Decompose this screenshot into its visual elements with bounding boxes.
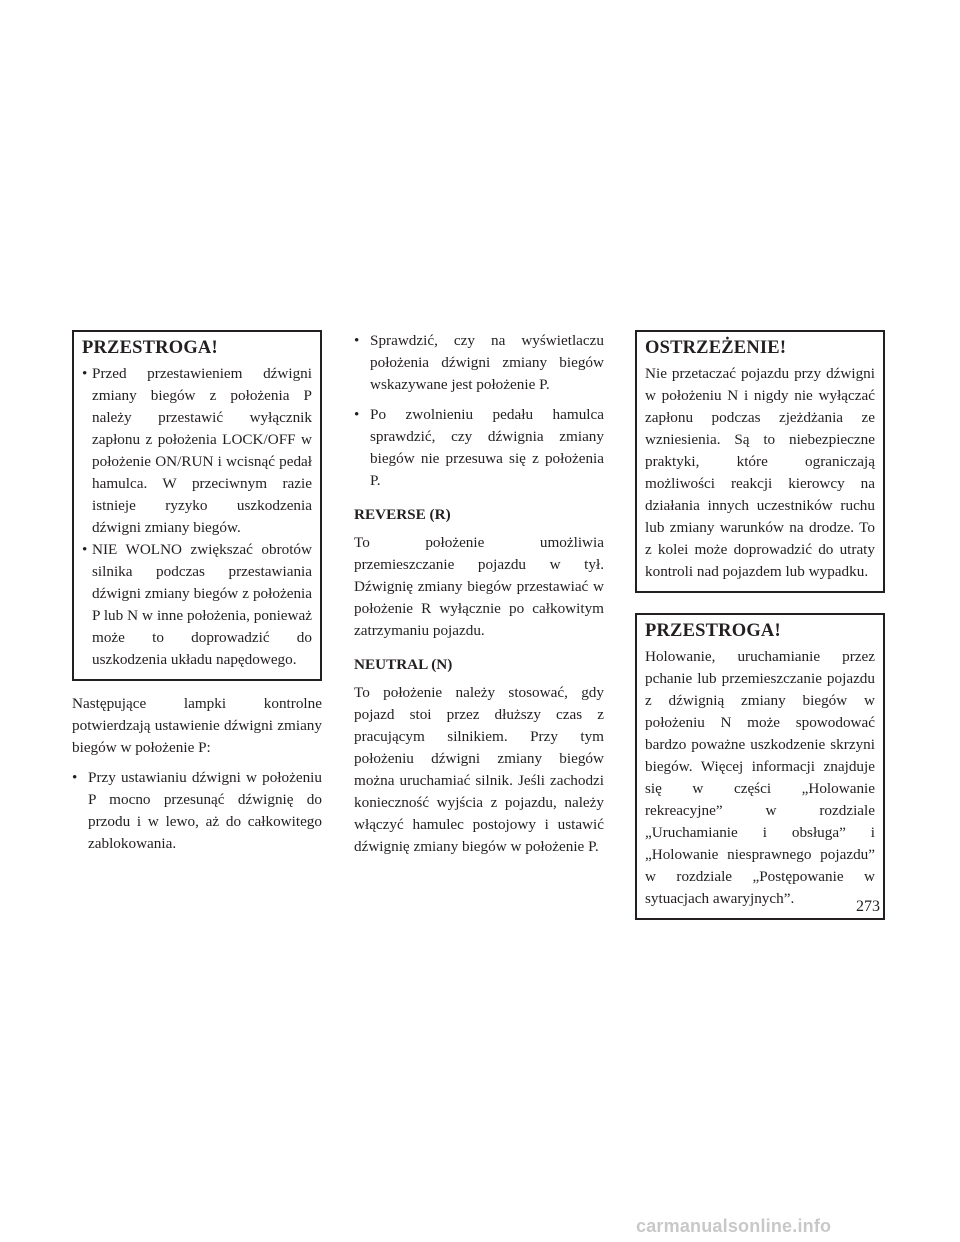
- body-paragraph: To położenie umożliwia przemieszczanie pojazdu w tył. Dźwignię zmiany biegów przestawiać w położenie R wyłącznie po całkowitym zatrzymaniu pojazdu.: [354, 534, 604, 639]
- column-middle: [354, 330, 604, 858]
- column-left: [72, 330, 322, 855]
- caution-title: PRZESTROGA!: [82, 338, 218, 358]
- bullet-icon: •: [82, 365, 88, 382]
- caution-bullet: [82, 539, 312, 671]
- list-item-text: Po zwolnieniu pedału hamulca sprawdzić, czy dźwignia zmiany biegów nie przesuwa się z położenia P.: [370, 406, 604, 489]
- body-paragraph: To położenie należy stosować, gdy pojazd stoi przez dłuższy czas z pracującym silnikiem. Przy tym położeniu dźwigni zmiany biegów można uruchamiać silnik. Jeśli zachodzi konieczność wyjścia z pojazdu, należy włączyć hamulec postojowy i ustawić dźwignię zmiany biegów w położenie P.: [354, 684, 604, 855]
- list-item: [72, 767, 322, 855]
- caution-bullet: [82, 363, 312, 539]
- caution-box: [635, 613, 885, 920]
- watermark: carmanualsonline.info: [636, 1216, 832, 1236]
- section-heading-neutral: NEUTRAL (N): [354, 656, 453, 673]
- bullet-icon: •: [354, 332, 360, 349]
- caution-bullet-text: NIE WOLNO zwiększać obrotów silnika podczas przestawiania dźwigni zmiany biegów z położenia P lub N w inne położenia, ponieważ może to doprowadzić do uszkodzenia układu napędowego.: [92, 541, 312, 668]
- bullet-icon: •: [82, 541, 88, 558]
- page-number: 273: [856, 898, 880, 915]
- warning-title: OSTRZEŻENIE!: [645, 338, 787, 358]
- section-heading-reverse: REVERSE (R): [354, 506, 451, 523]
- caution-title: PRZESTROGA!: [645, 621, 781, 641]
- caution-text: Holowanie, uruchamianie przez pchanie lub przemieszczanie pojazdu z dźwignią zmiany biegów w położeniu N może spowodować bardzo poważne uszkodzenie skrzyni biegów. Więcej informacji znajduje się w części „Holowanie rekreacyjne” w rozdziale „Uruchamianie i obsługa” i „Holowanie niesprawnego pojazdu” w rozdziale „Postępowanie w sytuacjach awaryjnych”.: [645, 648, 875, 907]
- bullet-icon: •: [72, 769, 78, 786]
- list-item: [354, 404, 604, 492]
- caution-bullet-text: Przed przestawieniem dźwigni zmiany biegów z położenia P należy przestawić wyłącznik zapłonu z położenia LOCK/OFF w położenie ON/RUN i wcisnąć pedał hamulca. W przeciwnym razie istnieje ryzyko uszkodzenia dźwigni zmiany biegów.: [92, 365, 312, 536]
- warning-text: Nie przetaczać pojazdu przy dźwigni w położeniu N i nigdy nie wyłączać zapłonu podczas zjeżdżania ze wzniesienia. Są to niebezpieczne praktyki, które ograniczają możliwości reakcji kierowcy na działania innych uczestników ruchu lub zmiany warunków na drodze. To z kolei może doprowadzić do utraty kontroli nad pojazdem lub wypadku.: [645, 365, 875, 580]
- bullet-icon: •: [354, 406, 360, 423]
- warning-box: [635, 330, 885, 593]
- list-item: [354, 330, 604, 396]
- list-item-text: Przy ustawianiu dźwigni w położeniu P mocno przesunąć dźwignię do przodu i w lewo, aż do całkowitego zablokowania.: [88, 769, 322, 852]
- caution-box: [72, 330, 322, 681]
- column-right: [635, 330, 885, 920]
- list-item-text: Sprawdzić, czy na wyświetlaczu położenia dźwigni zmiany biegów wskazywane jest położenie P.: [370, 332, 604, 393]
- body-paragraph: Następujące lampki kontrolne potwierdzają ustawienie dźwigni zmiany biegów w położenie P:: [72, 695, 322, 756]
